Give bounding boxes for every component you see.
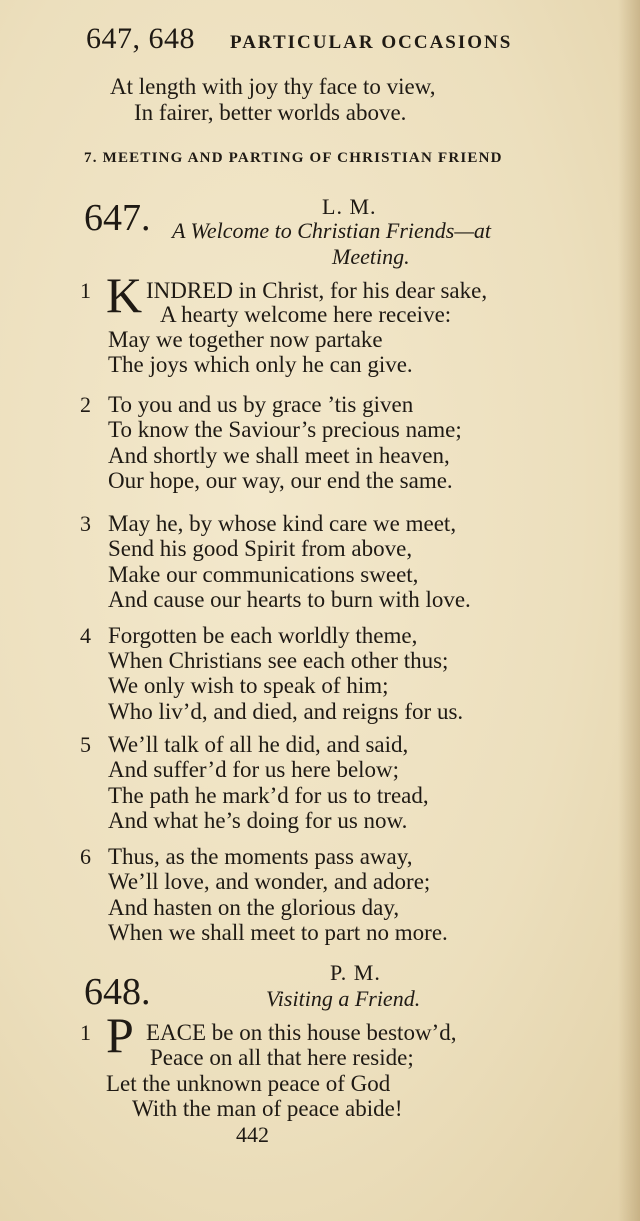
verse-number: 4 — [80, 623, 91, 648]
verse-line: And what he’s doing for us now. — [108, 808, 408, 833]
running-head-title: PARTICULAR OCCASIONS — [230, 32, 513, 53]
verse-line: To you and us by grace ’tis given — [108, 392, 414, 417]
carryover-line: In fairer, better worlds above. — [134, 100, 407, 125]
verse-line: And hasten on the glorious day, — [108, 895, 400, 920]
hymn-title: A Welcome to Christian Friends—at — [172, 218, 491, 243]
section-heading: 7. MEETING AND PARTING OF CHRISTIAN FRIEND — [84, 150, 503, 166]
verse-line: And suffer’d for us here below; — [108, 757, 400, 782]
verse-line: A hearty welcome here receive: — [160, 302, 452, 327]
carryover-line: At length with joy thy face to view, — [110, 74, 436, 99]
verse-number: 6 — [80, 844, 91, 869]
verse-line: Thus, as the moments pass away, — [108, 844, 413, 869]
hymn-title: Visiting a Friend. — [266, 986, 421, 1011]
hymn-number-647: 647. — [84, 197, 151, 239]
verse-line: Who liv’d, and died, and reigns for us. — [108, 699, 464, 724]
verse-line: Let the unknown peace of God — [106, 1071, 391, 1096]
verse-line: Send his good Spirit from above, — [108, 536, 413, 561]
verse-line: May he, by whose kind care we meet, — [108, 511, 457, 536]
verse-line: INDRED in Christ, for his dear sake, — [146, 278, 488, 303]
verse-line: EACE be on this house bestow’d, — [146, 1020, 457, 1045]
verse-line: To know the Saviour’s precious name; — [108, 417, 462, 442]
verse-line: The joys which only he can give. — [108, 352, 413, 377]
drop-cap: P — [106, 1007, 134, 1063]
verse-line: We’ll talk of all he did, and said, — [108, 732, 409, 757]
hymn-meter: L. M. — [322, 194, 377, 219]
verse-number: 3 — [80, 511, 91, 536]
hymn-number-648: 648. — [84, 971, 151, 1013]
hymn-meter: P. M. — [330, 960, 381, 985]
page-number: 442 — [236, 1122, 269, 1147]
running-head-numbers: 647, 648 — [86, 22, 195, 55]
hymn-title-cont: Meeting. — [332, 244, 410, 269]
verse-line: Peace on all that here reside; — [150, 1045, 414, 1070]
verse-line: With the man of peace abide! — [132, 1096, 403, 1121]
verse-number: 2 — [80, 392, 91, 417]
verse-line: And cause our hearts to burn with love. — [108, 587, 471, 612]
verse-number: 1 — [80, 1020, 91, 1045]
verse-line: We’ll love, and wonder, and adore; — [108, 869, 431, 894]
verse-line: May we together now partake — [108, 327, 383, 352]
page-edge-shadow — [618, 0, 640, 1221]
drop-cap: K — [106, 267, 143, 323]
verse-line: We only wish to speak of him; — [108, 673, 389, 698]
verse-line: When we shall meet to part no more. — [108, 920, 448, 945]
verse-line: The path he mark’d for us to tread, — [108, 783, 429, 808]
verse-line: When Christians see each other thus; — [108, 648, 449, 673]
verse-number: 1 — [80, 278, 91, 303]
verse-number: 5 — [80, 732, 91, 757]
verse-line: Our hope, our way, our end the same. — [108, 468, 453, 493]
verse-line: And shortly we shall meet in heaven, — [108, 443, 450, 468]
verse-line: Make our communications sweet, — [108, 562, 419, 587]
verse-line: Forgotten be each worldly theme, — [108, 623, 418, 648]
